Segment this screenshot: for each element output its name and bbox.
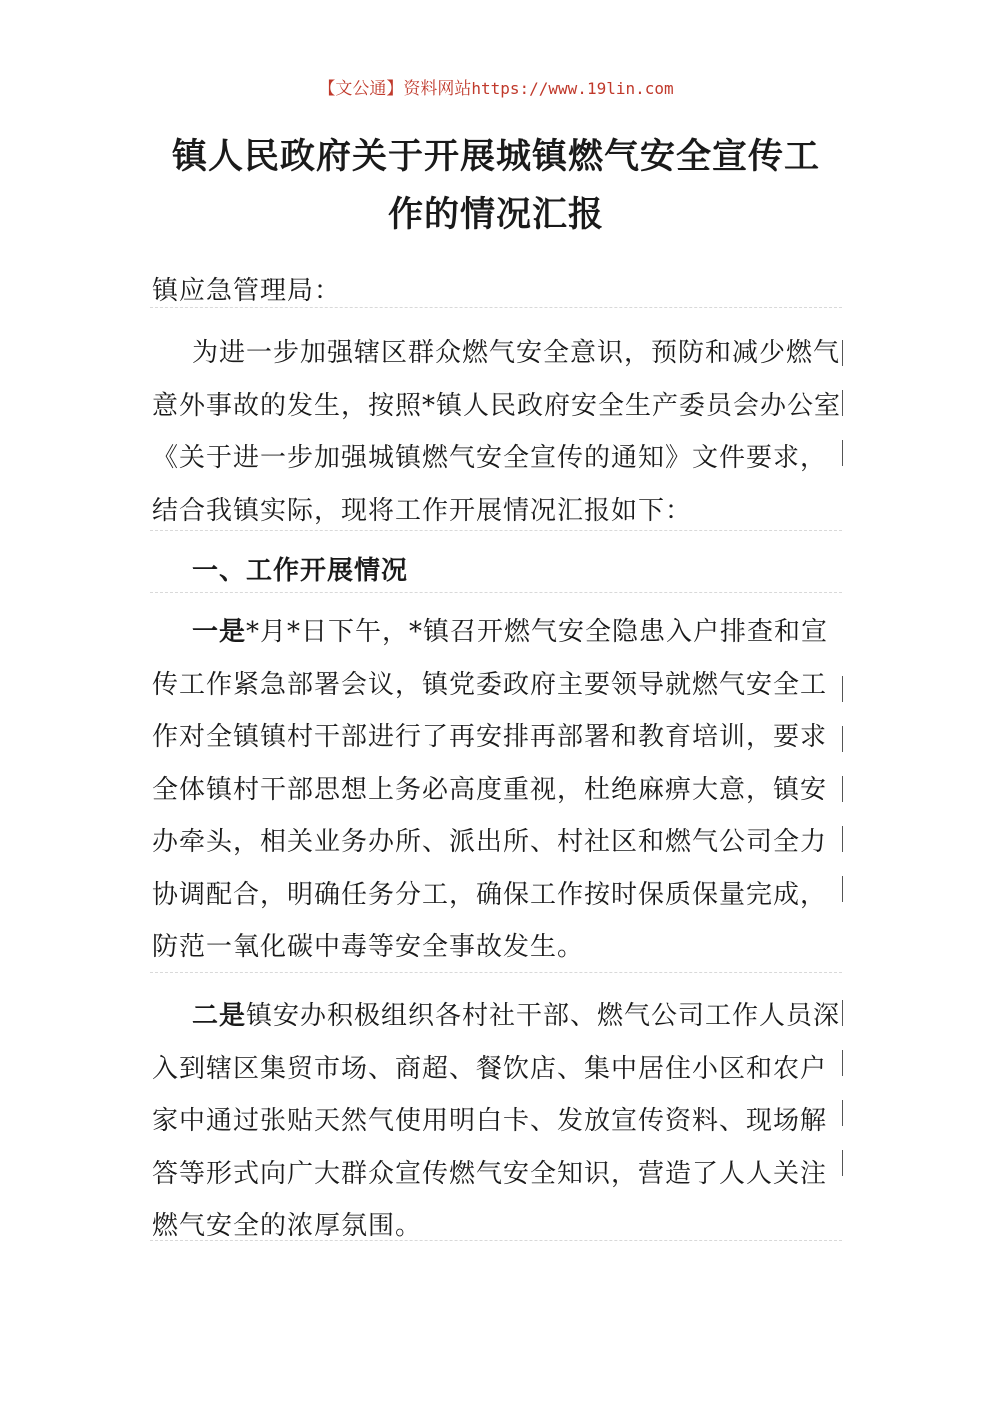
margin-mark	[842, 776, 843, 802]
margin-mark	[842, 1050, 843, 1076]
margin-mark	[842, 676, 843, 702]
header-url[interactable]: https://www.19lin.com	[471, 79, 674, 98]
margin-mark	[842, 1150, 843, 1176]
margin-mark	[842, 826, 843, 852]
margin-mark	[842, 1000, 843, 1026]
title-line-2: 作的情况汇报	[387, 194, 604, 235]
header-brand: 【文公通】资料网站	[318, 79, 472, 99]
item-one-lead: 一是	[192, 617, 247, 647]
title-line-1: 镇人民政府关于开展城镇燃气安全宣传工	[171, 136, 820, 177]
margin-mark	[842, 1100, 843, 1126]
margin-mark	[842, 726, 843, 752]
header-source-link[interactable]	[0, 74, 992, 99]
item-one-text: *月*日下午，*镇召开燃气安全隐患入户排查和宣传工作紧急部署会议，镇党委政府主要领导就燃气安全工作对全镇镇村干部进行了再安排再部署和教育培训，要求全体镇村干部思想上务必高度重视，杜绝麻痹大意，镇安办牵头，相关业务办所、派出所、村社区和燃气公司全力协调配合，明确任务分工，确保工作按时保质保量完成，防范一氧化碳中毒等安全事故发生。	[152, 617, 829, 962]
divider	[150, 1240, 842, 1241]
divider	[150, 592, 842, 593]
divider	[150, 530, 842, 531]
item-two-lead: 二是	[192, 1001, 247, 1031]
intro-paragraph: 为进一步加强辖区群众燃气安全意识，预防和减少燃气意外事故的发生，按照*镇人民政府安全生产委员会办公室《关于进一步加强城镇燃气安全宣传的通知》文件要求，结合我镇实际，现将工作开展情况汇报如下：	[152, 338, 842, 526]
divider	[150, 307, 842, 308]
item-one-paragraph	[152, 606, 842, 974]
item-two-paragraph	[152, 990, 842, 1253]
divider	[150, 972, 842, 973]
margin-mark	[842, 390, 843, 416]
margin-mark	[842, 876, 843, 902]
margin-mark	[842, 440, 843, 466]
section-heading-1: 一、工作开展情况	[192, 556, 409, 586]
item-two-text: 镇安办积极组织各村社干部、燃气公司工作人员深入到辖区集贸市场、商超、餐饮店、集中居住小区和农户家中通过张贴天然气使用明白卡、发放宣传资料、现场解答等形式向广大群众宣传燃气安全知识，营造了人人关注燃气安全的浓厚氛围。	[152, 1001, 841, 1241]
margin-mark	[842, 340, 843, 366]
salutation: 镇应急管理局：	[152, 276, 342, 306]
document-title	[150, 128, 842, 244]
